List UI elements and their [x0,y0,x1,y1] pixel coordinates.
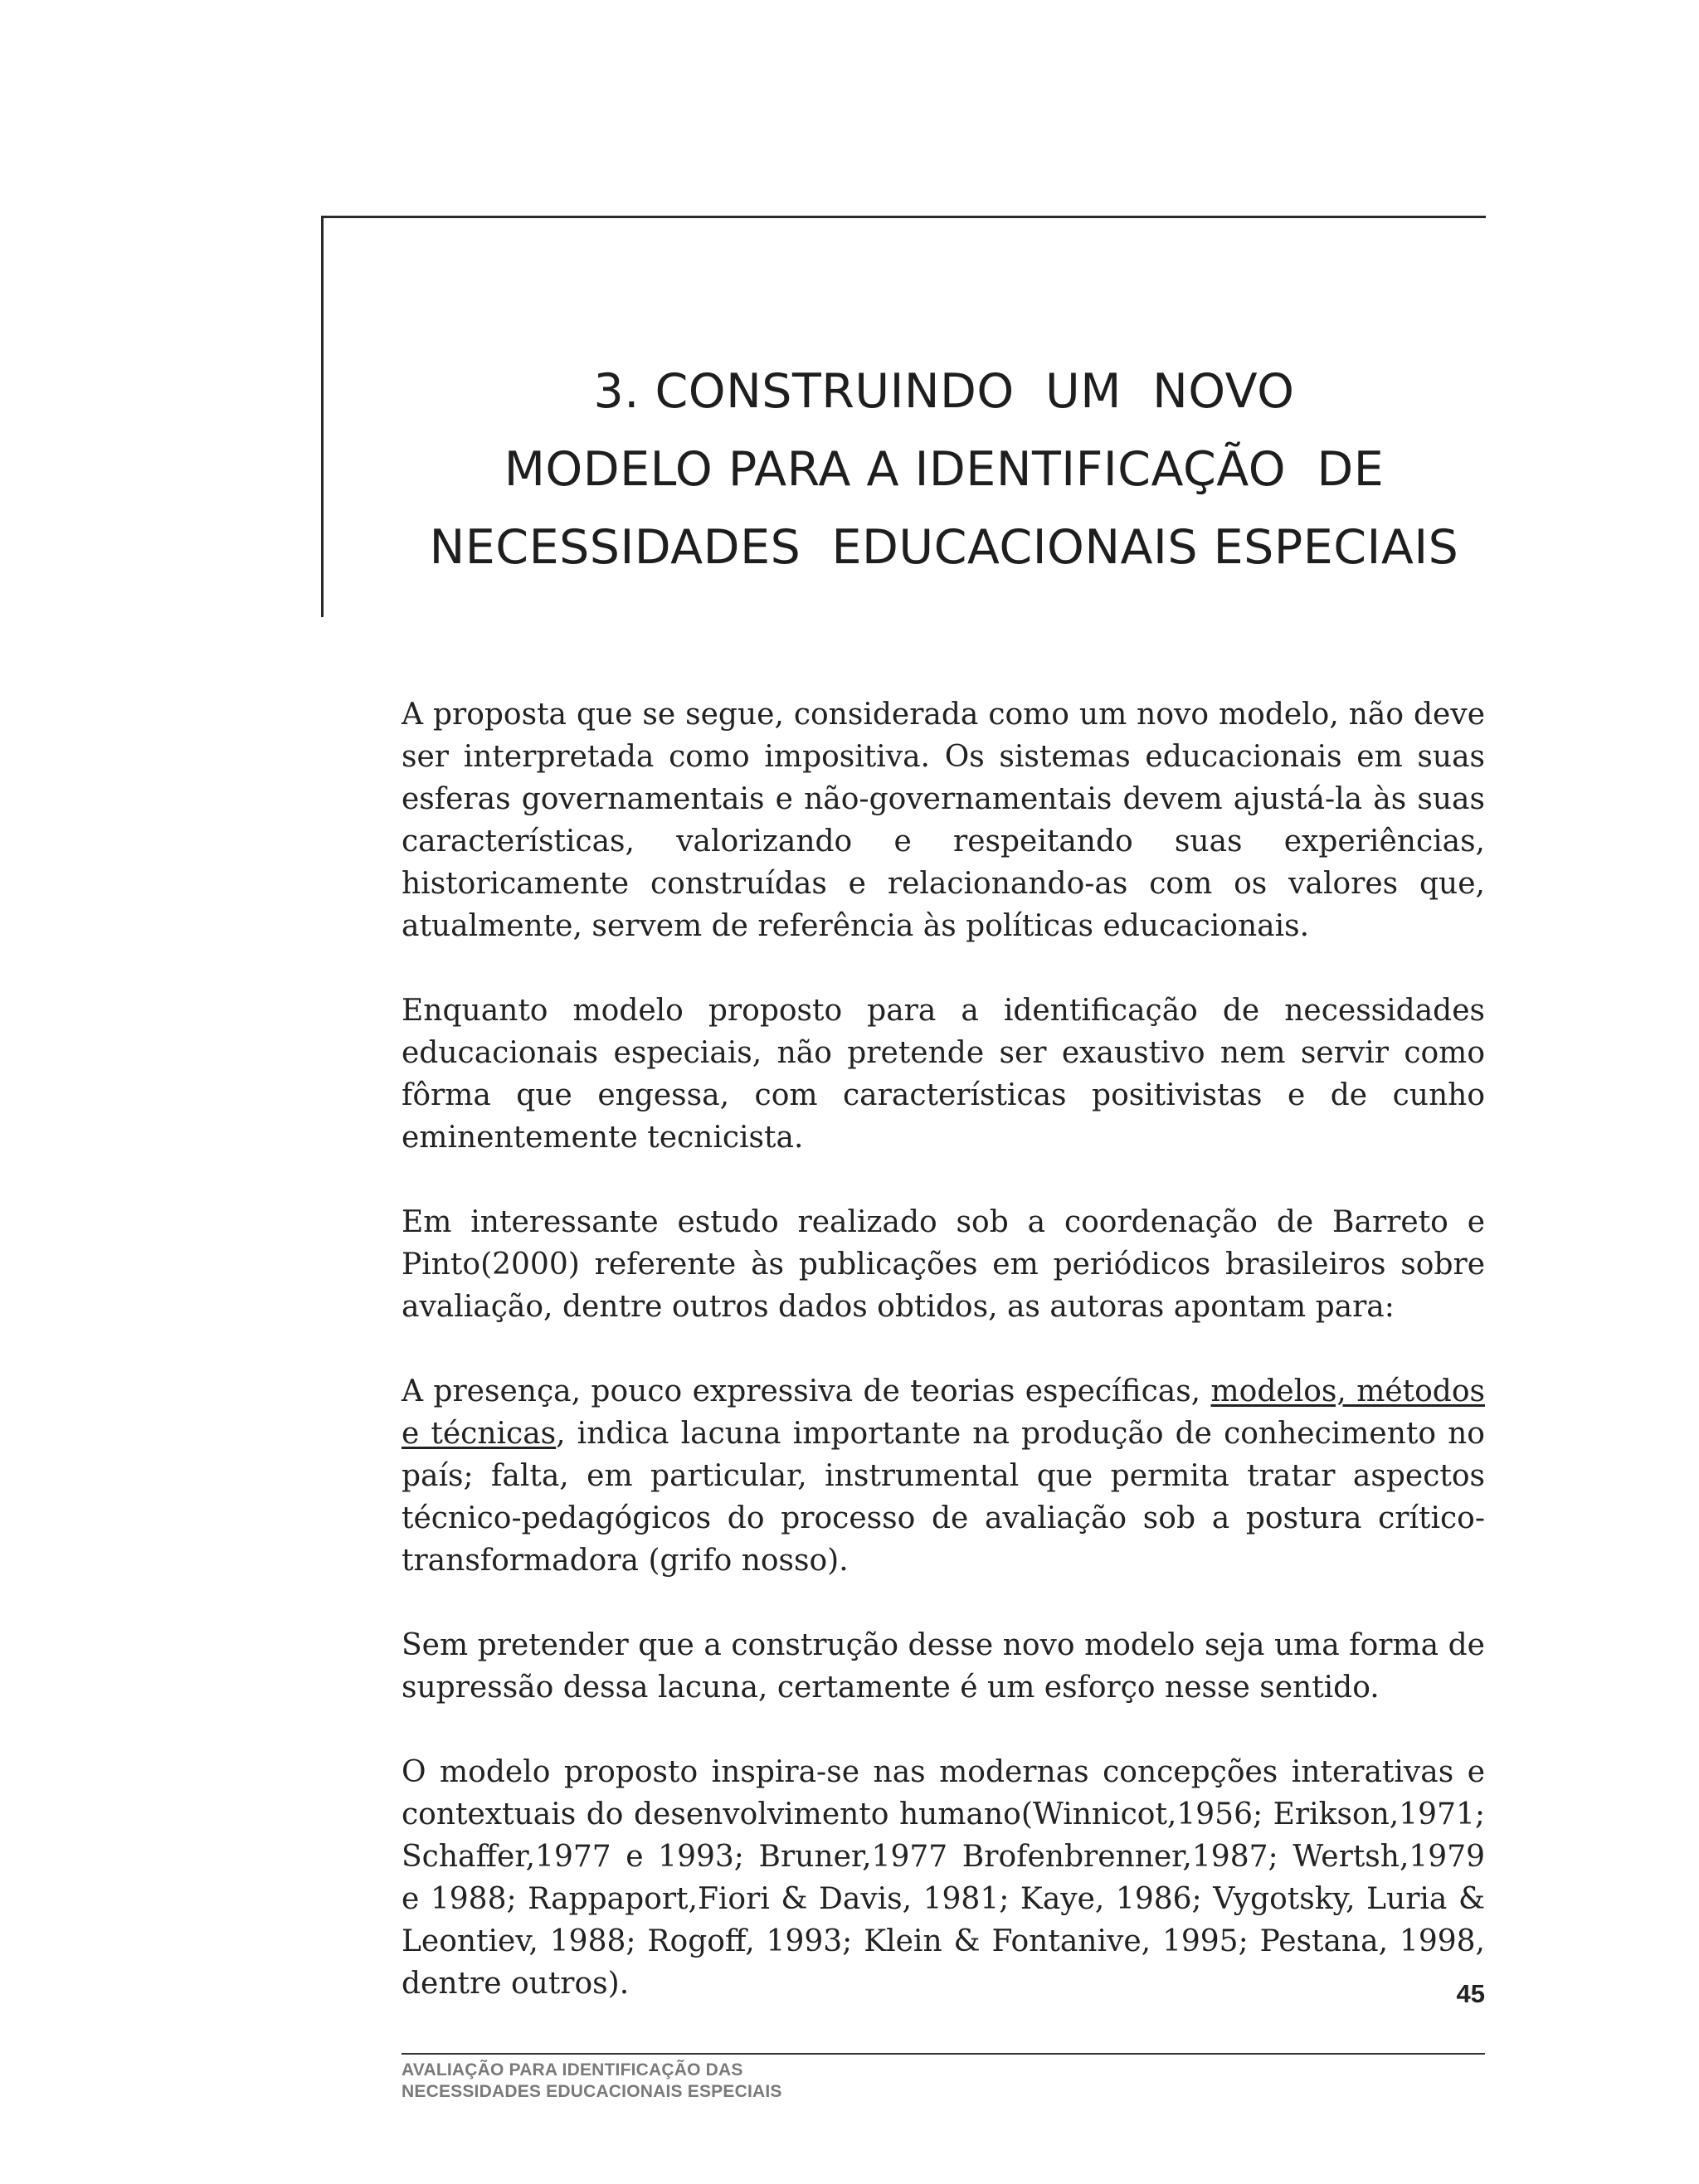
paragraph-effort: Sem pretender que a construção desse novo modelo seja uma forma de supressão dessa lacuna, certamente é um esforço nesse sentido. [402,1628,1485,1705]
footer-divider [402,2053,1485,2055]
quote-underlined-text: modelos, métodos e técnicas [402,1374,1485,1451]
chapter-title-line-3: NECESSIDADES EDUCACIONAIS ESPECIAIS [429,520,1459,575]
quote-text-end: , indica lacuna importante na produção de conhecimento no país; falta, em particular, instrumental que permita tratar aspectos técnico-pedagógicos do processo de avaliação sob a postura crítico-transformadora (grifo nosso). [402,1417,1485,1578]
paragraph-quote [402,1370,1485,1582]
page-number: 45 [1456,1979,1485,2008]
running-footer-line-1: AVALIAÇÃO PARA IDENTIFICAÇÃO DAS [402,2060,743,2079]
paragraph-study: Em interessante estudo realizado sob a coordenação de Barreto e Pinto(2000) referente às publicações em periódicos brasileiros sobre avaliação, dentre outros dados obtidos, as autoras apontam para: [402,1205,1485,1324]
paragraph-references: O modelo proposto inspira-se nas modernas concepções interativas e contextuais do desenvolvimento humano(Winnicot,1956; Erikson,1971; Schaffer,1977 e 1993; Bruner,1977 Brofenbrenner,1987; Wertsh,1979 e 1988; Rappaport,Fiori & Davis, 1981; Kaye, 1986; Vygotsky, Luria & Leontiev, 1988; Rogoff, 1993; Klein & Fontanive, 1995; Pestana, 1998, dentre outros). [402,1755,1485,2001]
paragraph-intro: A proposta que se segue, considerada como um novo modelo, não deve ser interpretada como impositiva. Os sistemas educacionais em suas esferas governamentais e não-governamentais devem ajustá-la às suas características, valorizando e respeitando suas experiências, historicamente construídas e relacionando-as com os valores que, atualmente, servem de referência às políticas educacionais. [402,698,1485,943]
chapter-title-line-1: 3. CONSTRUINDO UM NOVO [593,364,1295,419]
quote-text-start: A presença, pouco expressiva de teorias específicas, [402,1374,1211,1408]
paragraph-model-scope: Enquanto modelo proposto para a identificação de necessidades educacionais especiais, não pretende ser exaustivo nem servir como fôrma que engessa, com características positivistas e de cunho eminentemente tecnicista. [402,994,1485,1155]
running-footer [402,2060,782,2103]
body-text [402,693,1485,2005]
running-footer-line-2: NECESSIDADES EDUCACIONAIS ESPECIAIS [402,2082,782,2101]
chapter-title [365,353,1523,586]
chapter-title-line-2: MODELO PARA A IDENTIFICAÇÃO DE [504,442,1385,497]
